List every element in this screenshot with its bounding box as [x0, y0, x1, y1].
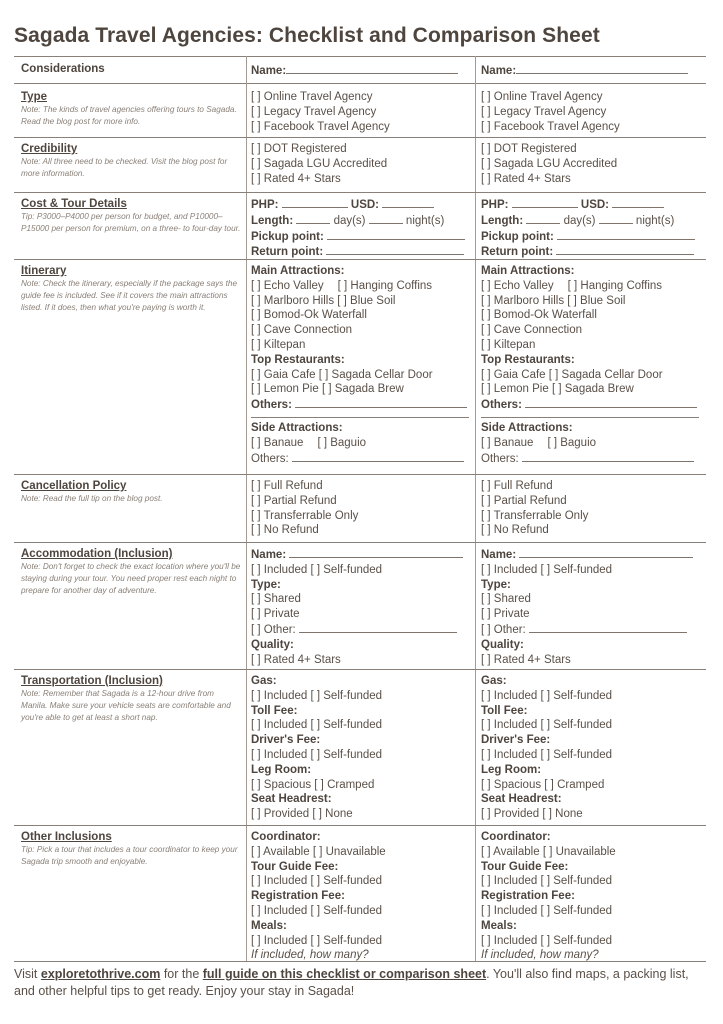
kiltepan-checkbox[interactable]: [ ] Kiltepan — [251, 338, 306, 351]
driver-fee-label: Driver's Fee: — [251, 734, 321, 747]
section-other-inclusions — [14, 826, 706, 962]
cost-agency-1 — [251, 197, 465, 260]
cost-note: Tip: P3000–P4000 per person for budget, and P10000–P15000 per person for premium, on a three- to four-day tour. — [21, 212, 241, 233]
nights-label: night(s) — [635, 214, 675, 227]
days-label: day(s) — [563, 214, 596, 227]
itinerary-divider — [251, 417, 469, 418]
private-checkbox[interactable]: [ ] Private — [481, 608, 530, 621]
return-field[interactable] — [326, 244, 464, 255]
spacious-checkbox[interactable]: [ ] Spacious — [481, 778, 542, 791]
return-label: Return point: — [251, 246, 324, 259]
top-restaurants-label: Top Restaurants: — [481, 353, 575, 366]
credibility-agency-1 — [251, 142, 387, 186]
pickup-field[interactable] — [327, 229, 465, 240]
transportation-title: Transportation (Inclusion) — [21, 675, 163, 687]
return-field[interactable] — [556, 244, 694, 255]
usd-field[interactable] — [382, 197, 434, 208]
footer-text — [14, 966, 704, 999]
nights-field[interactable] — [599, 213, 633, 224]
guide-selffunded-checkbox[interactable]: [ ] Self-funded — [310, 875, 383, 888]
transferrable-checkbox[interactable]: [ ] Transferrable Only — [251, 509, 359, 522]
credibility-checkbox-lgu[interactable]: [ ] Sagada LGU Accredited — [251, 157, 388, 170]
registration-fee-label: Registration Fee: — [481, 890, 575, 903]
considerations-header: Considerations — [21, 63, 105, 75]
meals-label: Meals: — [251, 919, 287, 932]
itinerary-divider — [481, 417, 699, 418]
credibility-agency-2 — [481, 142, 617, 186]
main-attractions-label: Main Attractions: — [481, 265, 575, 277]
gaia-cafe-checkbox[interactable]: [ ] Gaia Cafe — [481, 368, 546, 381]
cancellation-agency-1 — [251, 479, 358, 538]
hanging-coffins-checkbox[interactable]: [ ] Hanging Coffins — [337, 279, 433, 292]
pickup-label: Pickup point: — [251, 230, 324, 243]
accommodation-name-label: Name: — [251, 549, 287, 561]
blue-soil-checkbox[interactable]: [ ] Blue Soil — [337, 294, 396, 307]
others-label: Others: — [251, 399, 292, 412]
cave-connection-checkbox[interactable]: [ ] Cave Connection — [251, 324, 353, 337]
nights-field[interactable] — [369, 213, 403, 224]
side-attractions-label: Side Attractions: — [251, 421, 343, 434]
transportation-agency-2 — [481, 674, 612, 822]
no-refund-checkbox[interactable]: [ ] No Refund — [251, 524, 319, 537]
section-transportation — [14, 670, 706, 826]
guide-included-checkbox[interactable]: [ ] Included — [481, 875, 538, 888]
shared-checkbox[interactable]: [ ] Shared — [481, 593, 531, 606]
sagada-cellar-door-checkbox[interactable]: [ ] Sagada Cellar Door — [548, 368, 663, 381]
gaia-cafe-checkbox[interactable]: [ ] Gaia Cafe — [251, 368, 316, 381]
others-field[interactable] — [295, 397, 467, 408]
lemon-pie-checkbox[interactable]: [ ] Lemon Pie — [251, 383, 319, 396]
transportation-note: Note: Remember that Sagada is a 12-hour drive from Manila. Make sure your vehicle seats are comfortable and you're able to get at least a short nap. — [21, 689, 231, 722]
itinerary-title: Itinerary — [21, 265, 67, 277]
accommodation-included-checkbox[interactable]: [ ] Included — [251, 563, 308, 576]
accommodation-agency-2 — [481, 547, 693, 667]
other-checkbox[interactable]: [ ] Other: — [481, 623, 526, 636]
accommodation-name-field[interactable] — [519, 547, 693, 558]
quality-label: Quality: — [251, 638, 294, 651]
unavailable-checkbox[interactable]: [ ] Unavailable — [312, 845, 386, 858]
type-checkbox-online[interactable]: [ ] Online Travel Agency — [481, 91, 603, 103]
toll-fee-label: Toll Fee: — [251, 704, 298, 717]
usd-field[interactable] — [612, 197, 664, 208]
partial-refund-checkbox[interactable]: [ ] Partial Refund — [251, 494, 337, 507]
return-label: Return point: — [481, 246, 554, 259]
days-field[interactable] — [526, 213, 560, 224]
no-refund-checkbox[interactable]: [ ] No Refund — [481, 524, 549, 537]
bomod-ok-checkbox[interactable]: [ ] Bomod-Ok Waterfall — [251, 309, 367, 322]
table-header — [14, 56, 706, 84]
days-label: day(s) — [333, 214, 366, 227]
other-inclusions-agency-2 — [481, 830, 616, 963]
provided-checkbox[interactable]: [ ] Provided — [481, 808, 540, 821]
others-label: Others: — [481, 399, 522, 412]
provided-checkbox[interactable]: [ ] Provided — [251, 808, 310, 821]
credibility-checkbox-rated[interactable]: [ ] Rated 4+ Stars — [251, 172, 341, 185]
credibility-checkbox-dot[interactable]: [ ] DOT Registered — [481, 143, 577, 155]
pickup-label: Pickup point: — [481, 230, 554, 243]
coordinator-label: Coordinator: — [251, 831, 321, 843]
none-checkbox[interactable]: [ ] None — [542, 808, 583, 821]
others-side-label: Others: — [251, 452, 289, 465]
quality-label: Quality: — [481, 638, 524, 651]
section-cost — [14, 193, 706, 260]
seat-headrest-label: Seat Headrest: — [481, 793, 562, 806]
footer-for: for the — [160, 967, 203, 981]
cost-agency-2 — [481, 197, 695, 260]
accommodation-included-checkbox[interactable]: [ ] Included — [481, 563, 538, 576]
meals-selffunded-checkbox[interactable]: [ ] Self-funded — [540, 934, 613, 947]
none-checkbox[interactable]: [ ] None — [312, 808, 353, 821]
accommodation-note: Note: Don't forget to check the exact location where you'll be staying during your tour. You need proper rest each night to prepare for another day of adventure. — [21, 562, 241, 595]
available-checkbox[interactable]: [ ] Available — [251, 845, 310, 858]
type-note: Note: The kinds of travel agencies offering tours to Sagada. Read the blog post for more info. — [21, 105, 237, 126]
side-attractions-label: Side Attractions: — [481, 421, 573, 434]
registration-included-checkbox[interactable]: [ ] Included — [251, 904, 308, 917]
section-cancellation — [14, 475, 706, 543]
nights-label: night(s) — [405, 214, 445, 227]
echo-valley-checkbox[interactable]: [ ] Echo Valley — [481, 279, 554, 292]
gas-selffunded-checkbox[interactable]: [ ] Self-funded — [540, 689, 613, 702]
marlboro-hills-checkbox[interactable]: [ ] Marlboro Hills — [481, 294, 565, 307]
type-agency-1 — [251, 90, 390, 134]
agency-1-name-header: Name: — [251, 63, 458, 77]
accommodation-agency-1 — [251, 547, 463, 667]
others-field[interactable] — [525, 397, 697, 408]
leg-room-label: Leg Room: — [481, 763, 542, 776]
top-restaurants-label: Top Restaurants: — [251, 353, 345, 366]
bomod-ok-checkbox[interactable]: [ ] Bomod-Ok Waterfall — [481, 309, 597, 322]
toll-selffunded-checkbox[interactable]: [ ] Self-funded — [310, 719, 383, 732]
php-label: PHP: — [251, 199, 279, 211]
type-checkbox-online[interactable]: [ ] Online Travel Agency — [251, 91, 373, 103]
available-checkbox[interactable]: [ ] Available — [481, 845, 540, 858]
baguio-checkbox[interactable]: [ ] Baguio — [547, 436, 597, 449]
meals-how-many-label: If included, how many? — [251, 949, 369, 962]
partial-refund-checkbox[interactable]: [ ] Partial Refund — [481, 494, 567, 507]
registration-selffunded-checkbox[interactable]: [ ] Self-funded — [310, 904, 383, 917]
transportation-agency-1 — [251, 674, 382, 822]
leg-room-label: Leg Room: — [251, 763, 312, 776]
php-field[interactable] — [282, 197, 348, 208]
credibility-note: Note: All three need to be checked. Visit the blog post for more information. — [21, 157, 228, 178]
baguio-checkbox[interactable]: [ ] Baguio — [317, 436, 367, 449]
accommodation-name-field[interactable] — [289, 547, 463, 558]
guide-included-checkbox[interactable]: [ ] Included — [251, 875, 308, 888]
other-checkbox[interactable]: [ ] Other: — [251, 623, 296, 636]
kiltepan-checkbox[interactable]: [ ] Kiltepan — [481, 338, 536, 351]
days-field[interactable] — [296, 213, 330, 224]
type-agency-2 — [481, 90, 620, 134]
other-inclusions-agency-1 — [251, 830, 386, 963]
type-checkbox-legacy[interactable]: [ ] Legacy Travel Agency — [481, 105, 607, 118]
footer-rest: . You'll also find maps, a packing list, and other helpful tips to get ready. Enjoy your stay in Sagada! — [14, 967, 689, 998]
others-side-label: Others: — [481, 452, 519, 465]
type-checkbox-facebook[interactable]: [ ] Facebook Travel Agency — [481, 120, 620, 133]
rated-checkbox[interactable]: [ ] Rated 4+ Stars — [481, 653, 571, 666]
accommodation-type-label: Type: — [251, 578, 281, 591]
cost-title: Cost & Tour Details — [21, 198, 127, 210]
others-side-field[interactable] — [522, 451, 694, 462]
itinerary-note: Note: Check the itinerary, especially if the package says the guide fee is included. See if it covers the main attractions listed. If it does, then what you're paying is worth it. — [21, 279, 238, 312]
credibility-checkbox-dot[interactable]: [ ] DOT Registered — [251, 143, 347, 155]
registration-fee-label: Registration Fee: — [251, 890, 345, 903]
gas-included-checkbox[interactable]: [ ] Included — [481, 689, 538, 702]
hanging-coffins-checkbox[interactable]: [ ] Hanging Coffins — [567, 279, 663, 292]
meals-selffunded-checkbox[interactable]: [ ] Self-funded — [310, 934, 383, 947]
gas-label: Gas: — [251, 675, 277, 687]
other-inclusions-title: Other Inclusions — [21, 831, 112, 843]
usd-label: USD: — [580, 199, 610, 211]
gas-selffunded-checkbox[interactable]: [ ] Self-funded — [310, 689, 383, 702]
accommodation-name-label: Name: — [481, 549, 517, 561]
driver-fee-label: Driver's Fee: — [481, 734, 551, 747]
php-label: PHP: — [481, 199, 509, 211]
guide-selffunded-checkbox[interactable]: [ ] Self-funded — [540, 875, 613, 888]
credibility-checkbox-lgu[interactable]: [ ] Sagada LGU Accredited — [481, 157, 618, 170]
toll-included-checkbox[interactable]: [ ] Included — [481, 719, 538, 732]
section-itinerary — [14, 260, 706, 475]
agency-2-name-header: Name: — [481, 63, 688, 77]
transferrable-checkbox[interactable]: [ ] Transferrable Only — [481, 509, 589, 522]
type-title: Type — [21, 91, 47, 103]
accommodation-title: Accommodation (Inclusion) — [21, 548, 173, 560]
section-accommodation — [14, 543, 706, 670]
php-field[interactable] — [512, 197, 578, 208]
accommodation-selffunded-checkbox[interactable]: [ ] Self-funded — [540, 563, 613, 576]
type-checkbox-facebook[interactable]: [ ] Facebook Travel Agency — [251, 120, 390, 133]
other-field[interactable] — [529, 622, 687, 633]
driver-selffunded-checkbox[interactable]: [ ] Self-funded — [310, 748, 383, 761]
itinerary-agency-2 — [481, 264, 713, 466]
other-field[interactable] — [299, 622, 457, 633]
spacious-checkbox[interactable]: [ ] Spacious — [251, 778, 312, 791]
private-checkbox[interactable]: [ ] Private — [251, 608, 300, 621]
credibility-checkbox-rated[interactable]: [ ] Rated 4+ Stars — [481, 172, 571, 185]
driver-included-checkbox[interactable]: [ ] Included — [251, 748, 308, 761]
lemon-pie-checkbox[interactable]: [ ] Lemon Pie — [481, 383, 549, 396]
registration-included-checkbox[interactable]: [ ] Included — [481, 904, 538, 917]
type-checkbox-legacy[interactable]: [ ] Legacy Travel Agency — [251, 105, 377, 118]
pickup-field[interactable] — [557, 229, 695, 240]
section-type — [14, 86, 706, 138]
rated-checkbox[interactable]: [ ] Rated 4+ Stars — [251, 653, 341, 666]
section-credibility — [14, 138, 706, 193]
cancellation-note: Note: Read the full tip on the blog post. — [21, 494, 163, 503]
toll-selffunded-checkbox[interactable]: [ ] Self-funded — [540, 719, 613, 732]
itinerary-agency-1 — [251, 264, 483, 466]
sagada-brew-checkbox[interactable]: [ ] Sagada Brew — [321, 383, 404, 396]
tour-guide-fee-label: Tour Guide Fee: — [481, 860, 569, 873]
gas-included-checkbox[interactable]: [ ] Included — [251, 689, 308, 702]
length-label: Length: — [251, 214, 294, 227]
marlboro-hills-checkbox[interactable]: [ ] Marlboro Hills — [251, 294, 335, 307]
full-refund-checkbox[interactable]: [ ] Full Refund — [481, 480, 553, 492]
registration-selffunded-checkbox[interactable]: [ ] Self-funded — [540, 904, 613, 917]
meals-included-checkbox[interactable]: [ ] Included — [481, 934, 538, 947]
cancellation-agency-2 — [481, 479, 588, 538]
meals-included-checkbox[interactable]: [ ] Included — [251, 934, 308, 947]
cramped-checkbox[interactable]: [ ] Cramped — [544, 778, 605, 791]
shared-checkbox[interactable]: [ ] Shared — [251, 593, 301, 606]
sagada-brew-checkbox[interactable]: [ ] Sagada Brew — [551, 383, 634, 396]
footer-visit: Visit — [14, 967, 41, 981]
driver-included-checkbox[interactable]: [ ] Included — [481, 748, 538, 761]
cramped-checkbox[interactable]: [ ] Cramped — [314, 778, 375, 791]
seat-headrest-label: Seat Headrest: — [251, 793, 332, 806]
credibility-title: Credibility — [21, 143, 78, 155]
meals-label: Meals: — [481, 919, 517, 932]
driver-selffunded-checkbox[interactable]: [ ] Self-funded — [540, 748, 613, 761]
guide-link[interactable]: full guide on this checklist or comparison sheet — [202, 967, 487, 981]
banaue-checkbox[interactable]: [ ] Banaue — [481, 436, 534, 449]
banaue-checkbox[interactable]: [ ] Banaue — [251, 436, 304, 449]
length-label: Length: — [481, 214, 524, 227]
gas-label: Gas: — [481, 675, 507, 687]
cancellation-title: Cancellation Policy — [21, 480, 127, 492]
accommodation-selffunded-checkbox[interactable]: [ ] Self-funded — [310, 563, 383, 576]
accommodation-type-label: Type: — [481, 578, 511, 591]
blue-soil-checkbox[interactable]: [ ] Blue Soil — [567, 294, 626, 307]
toll-fee-label: Toll Fee: — [481, 704, 528, 717]
echo-valley-checkbox[interactable]: [ ] Echo Valley — [251, 279, 324, 292]
full-refund-checkbox[interactable]: [ ] Full Refund — [251, 480, 323, 492]
unavailable-checkbox[interactable]: [ ] Unavailable — [542, 845, 616, 858]
main-attractions-label: Main Attractions: — [251, 265, 345, 277]
site-link[interactable]: exploretothrive.com — [40, 967, 161, 981]
usd-label: USD: — [350, 199, 380, 211]
tour-guide-fee-label: Tour Guide Fee: — [251, 860, 339, 873]
page-title: Sagada Travel Agencies: Checklist and Comparison Sheet — [14, 24, 600, 47]
meals-how-many-label: If included, how many? — [481, 949, 599, 962]
sagada-cellar-door-checkbox[interactable]: [ ] Sagada Cellar Door — [318, 368, 433, 381]
others-side-field[interactable] — [292, 451, 464, 462]
cave-connection-checkbox[interactable]: [ ] Cave Connection — [481, 324, 583, 337]
toll-included-checkbox[interactable]: [ ] Included — [251, 719, 308, 732]
coordinator-label: Coordinator: — [481, 831, 551, 843]
other-inclusions-note: Tip: Pick a tour that includes a tour coordinator to keep your Sagada trip smooth and enjoyable. — [21, 845, 238, 866]
